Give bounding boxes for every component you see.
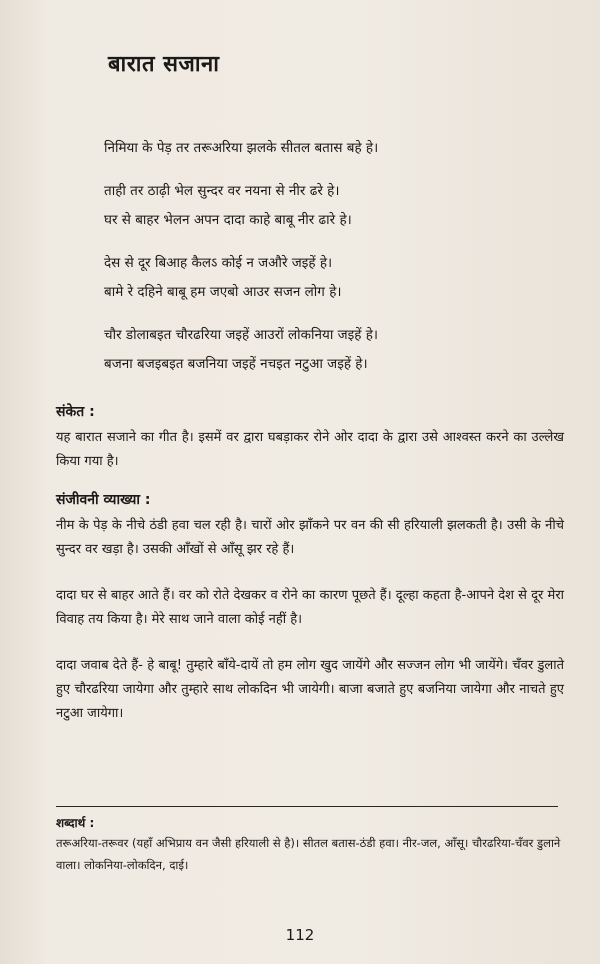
verse-line: बामे रे दहिने बाबू हम जएबो आउर सजन लोग हे। bbox=[104, 284, 342, 300]
verse-line: ताही तर ठाढ़ी भेल सुन्दर वर नयना से नीर ढरे हे। bbox=[104, 183, 340, 199]
stanza bbox=[104, 134, 564, 163]
stanza bbox=[104, 249, 564, 307]
vyakhya-paragraph: दादा जवाब देते हैं- हे बाबू! तुम्हारे बाँये-दायें तो हम लोग खुद जायेंगे और सज्जन लोग भी जायेंगे। चँवर डुलाते हुए चौरढरिया जायेगा और तुम्हारे साथ लोकदिन भी जायेगी। बाजा बजाते हुए बजनिया जायेगा और नाचते हुए नटुआ जायेगा। bbox=[56, 658, 564, 721]
verse-line: घर से बाहर भेलन अपन दादा काहे बाबू नीर ढारे हे। bbox=[104, 212, 352, 228]
sanket-heading: संकेत : bbox=[56, 404, 95, 420]
verse-line: चौर डोलाबइत चौरढरिया जइहें आउरों लोकनिया जइहें हे। bbox=[104, 327, 379, 343]
footnote-text: तरूअरिया-तरूवर (यहाँ अभिप्राय वन जैसी हरियाली से है)। सीतल बतास-ठंडी हवा। नीर-जल, आँसू। चौरढरिया-चँवर डुलाने वाला। लोकनिया-लोकदिन, दाई। bbox=[56, 836, 561, 872]
page-title: बारात सजाना bbox=[108, 52, 220, 77]
vyakhya-paragraph: नीम के पेड़ के नीचे ठंडी हवा चल रही है। चारों ओर झाँकने पर वन की सी हरियाली झलकती है। उसी के नीचे सुन्दर वर खड़ा है। उसकी आँखों से आँसू झर रहे हैं। bbox=[56, 518, 564, 557]
sanket-text: यह बारात सजाने का गीत है। इसमें वर द्वारा घबड़ाकर रोने ओर दादा के द्वारा उसे आश्वस्त करने का उल्लेख किया गया है। bbox=[56, 430, 564, 469]
stanza bbox=[104, 177, 564, 235]
verse-line: देस से दूर बिआह कैलऽ कोई न जऔरे जइहें हे। bbox=[104, 255, 333, 271]
vyakhya-heading: संजीवनी व्याख्या : bbox=[56, 492, 151, 508]
footnote-heading: शब्दार्थ : bbox=[56, 816, 95, 830]
verse-line: निमिया के पेड़ तर तरूअरिया झलके सीतल बतास बहे हे। bbox=[104, 140, 379, 156]
page-number: 112 bbox=[285, 926, 315, 944]
footnote-divider bbox=[56, 806, 558, 807]
song-verses bbox=[104, 134, 564, 393]
stanza bbox=[104, 321, 564, 379]
verse-line: बजना बजइबइत बजनिया जइहें नचइत नटुआ जइहें हे। bbox=[104, 356, 368, 372]
vyakhya-paragraph: दादा घर से बाहर आते हैं। वर को रोते देखकर व रोने का कारण पूछते हैं। दूल्हा कहता है-आपने देश से दूर मेरा विवाह तय किया है। मेरे साथ जाने वाला कोई नहीं है। bbox=[56, 588, 564, 627]
